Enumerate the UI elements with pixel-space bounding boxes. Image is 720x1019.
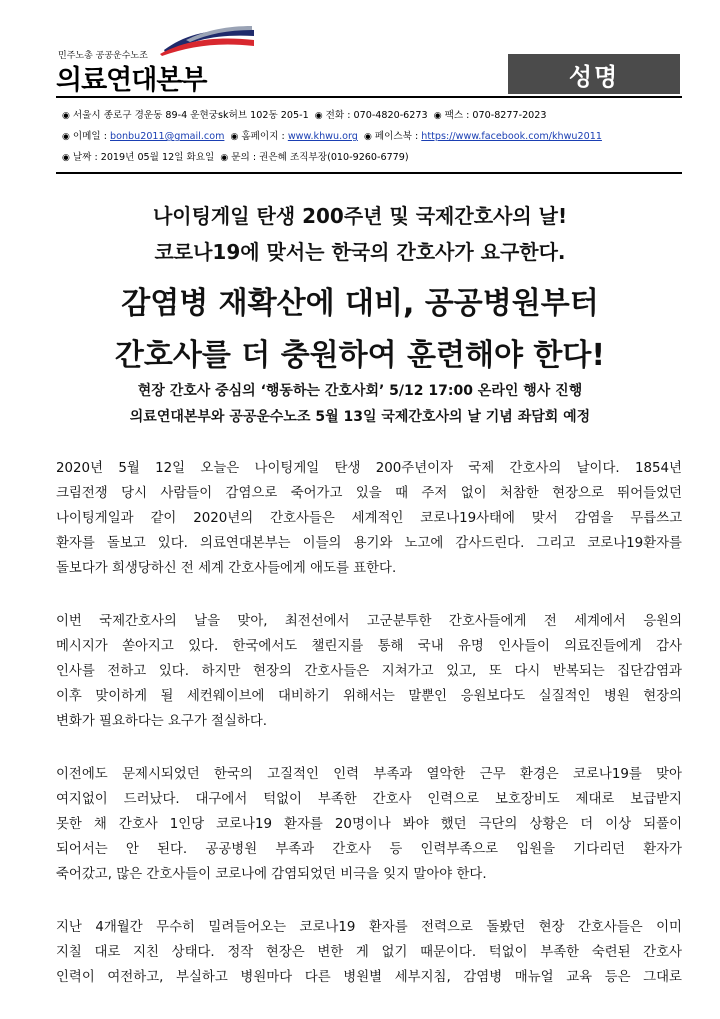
paragraph-line: 변화가 필요하다는 요구가 절실하다.	[56, 714, 268, 729]
inquiry: 문의 : 권은혜 조직부장(010-9260-6779)	[231, 152, 409, 163]
document-type-badge: 성명	[508, 54, 680, 94]
bullet-icon: ◉	[363, 132, 372, 142]
facebook-label: 페이스북 :	[374, 131, 419, 142]
subtitle-line-2: 의료연대본부와 공공운수노조 5월 13일 국제간호사의 날 기념 좌담회 예정	[129, 409, 591, 425]
bullet-icon: ◉	[62, 111, 70, 121]
bullet-icon: ◉	[230, 132, 239, 142]
paragraph-line: 나이팅게일과 같이 2020년의 간호사들은 세계적인 코로나19사태에 맞서 감염을 무릅쓰고	[56, 511, 682, 526]
statement-title	[40, 198, 680, 382]
headline-line-2: 간호사를 더 충원하여 훈련해야 한다!	[114, 338, 606, 373]
date: 날짜 : 2019년 05월 12일 화요일	[72, 152, 215, 163]
union-logo	[56, 24, 276, 94]
paragraph-line: 지난 4개월간 무수히 밀려들어오는 코로나19 환자를 전력으로 돌봤던 현장 간호사들은 이미	[56, 920, 682, 935]
bullet-icon: ◉	[62, 132, 70, 142]
headline-line-1: 감염병 재확산에 대비, 공공병원부터	[121, 286, 599, 321]
letterhead	[56, 24, 682, 94]
phone: 전화 : 070-4820-6273	[325, 110, 428, 121]
homepage-label: 홈페이지 :	[241, 131, 285, 142]
paragraph-line: 2020년 5월 12일 오늘은 나이팅게일 탄생 200주년이자 국제 간호사의 날이다. 1854년	[56, 461, 682, 476]
homepage-link[interactable]: www.khwu.org	[287, 131, 358, 142]
paragraph-line: 돌보다가 희생당하신 전 세계 간호사들에게 애도를 표한다.	[56, 561, 397, 576]
paragraph-line: 여지없이 드러났다. 대구에서 턱없이 부족한 간호사 인력으로 보호장비도 제대로 보급받지	[56, 792, 682, 807]
title-line-2: 코로나19에 맞서는 한국의 간호사가 요구한다.	[154, 240, 566, 264]
statement-body	[56, 456, 682, 1018]
bullet-icon: ◉	[433, 111, 442, 121]
contact-line-online	[62, 126, 682, 147]
paragraph-line: 환자를 돌보고 있다. 의료연대본부는 이들의 용기와 노고에 감사드린다. 그리고 코로나19환자를	[56, 536, 682, 551]
paragraph	[56, 609, 682, 734]
address: 서울시 종로구 경운동 89-4 운현궁sk허브 102동 205-1	[72, 110, 309, 121]
paragraph	[56, 762, 682, 887]
flag-logo-icon	[156, 24, 256, 56]
paragraph-line: 이전에도 문제시되었던 한국의 고질적인 인력 부족과 열악한 근무 환경은 코로나19를 맞아	[56, 767, 682, 782]
paragraph-line: 못한 채 간호사 1인당 코로나19 환자를 20명이나 봐야 했던 극단의 상황은 더 이상 되풀이	[56, 817, 682, 832]
org-name: 의료연대본부	[56, 65, 207, 96]
org-subtitle: 민주노총 공공운수노조	[58, 51, 148, 61]
contact-line-address	[62, 105, 682, 126]
paragraph-line: 크림전쟁 당시 사람들이 감염으로 죽어가고 있을 때 주저 없이 처참한 현장으로 뛰어들었던	[56, 486, 682, 501]
bullet-icon: ◉	[62, 153, 70, 163]
statement-subtitle	[40, 378, 680, 430]
facebook-link[interactable]: https://www.facebook.com/khwu2011	[421, 131, 602, 142]
title-line-1: 나이팅게일 탄생 200주년 및 국제간호사의 날!	[152, 204, 568, 228]
paragraph-line: 되어서는 안 된다. 공공병원 부족과 간호사 등 인력부족으로 입원을 기다리던 환자가	[56, 842, 682, 857]
header-divider	[56, 96, 682, 98]
fax: 팩스 : 070-8277-2023	[444, 110, 547, 121]
contact-line-date	[62, 147, 682, 168]
paragraph-line: 이후 맞이하게 될 세컨웨이브에 대비하기 위해서는 말뿐인 응원보다도 실질적인 병원 현장의	[56, 689, 682, 704]
contact-block	[62, 105, 682, 168]
paragraph-line: 이번 국제간호사의 날을 맞아, 최전선에서 고군분투한 간호사들에게 전 세계에서 응원의	[56, 614, 682, 629]
email-link[interactable]: bonbu2011@gmail.com	[110, 131, 225, 142]
paragraph-line: 인사를 전하고 있다. 하지만 현장의 간호사들은 지쳐가고 있고, 또 다시 반복되는 집단감염과	[56, 664, 682, 679]
paragraph-line: 인력이 여전하고, 부실하고 병원마다 다른 병원별 세부지침, 감염병 매뉴얼 교육 등은 그대로	[56, 970, 682, 985]
contact-divider	[56, 172, 682, 174]
email-label: 이메일 :	[72, 131, 107, 142]
paragraph-line: 죽어갔고, 많은 간호사들이 코로나에 감염되었던 비극을 잊지 말아야 한다.	[56, 867, 487, 882]
subtitle-line-1: 현장 간호사 중심의 ‘행동하는 간호사회’ 5/12 17:00 온라인 행사 진행	[137, 383, 583, 399]
bullet-icon: ◉	[220, 153, 229, 163]
paragraph-line: 지칠 대로 지친 상태다. 정작 현장은 변한 게 없기 때문이다. 턱없이 부족한 숙련된 간호사	[56, 945, 682, 960]
paragraph	[56, 456, 682, 581]
bullet-icon: ◉	[314, 111, 323, 121]
paragraph-line: 메시지가 쏟아지고 있다. 한국에서도 챌린지를 통해 국내 유명 인사들이 의료진들에게 감사	[56, 639, 682, 654]
paragraph	[56, 915, 682, 990]
